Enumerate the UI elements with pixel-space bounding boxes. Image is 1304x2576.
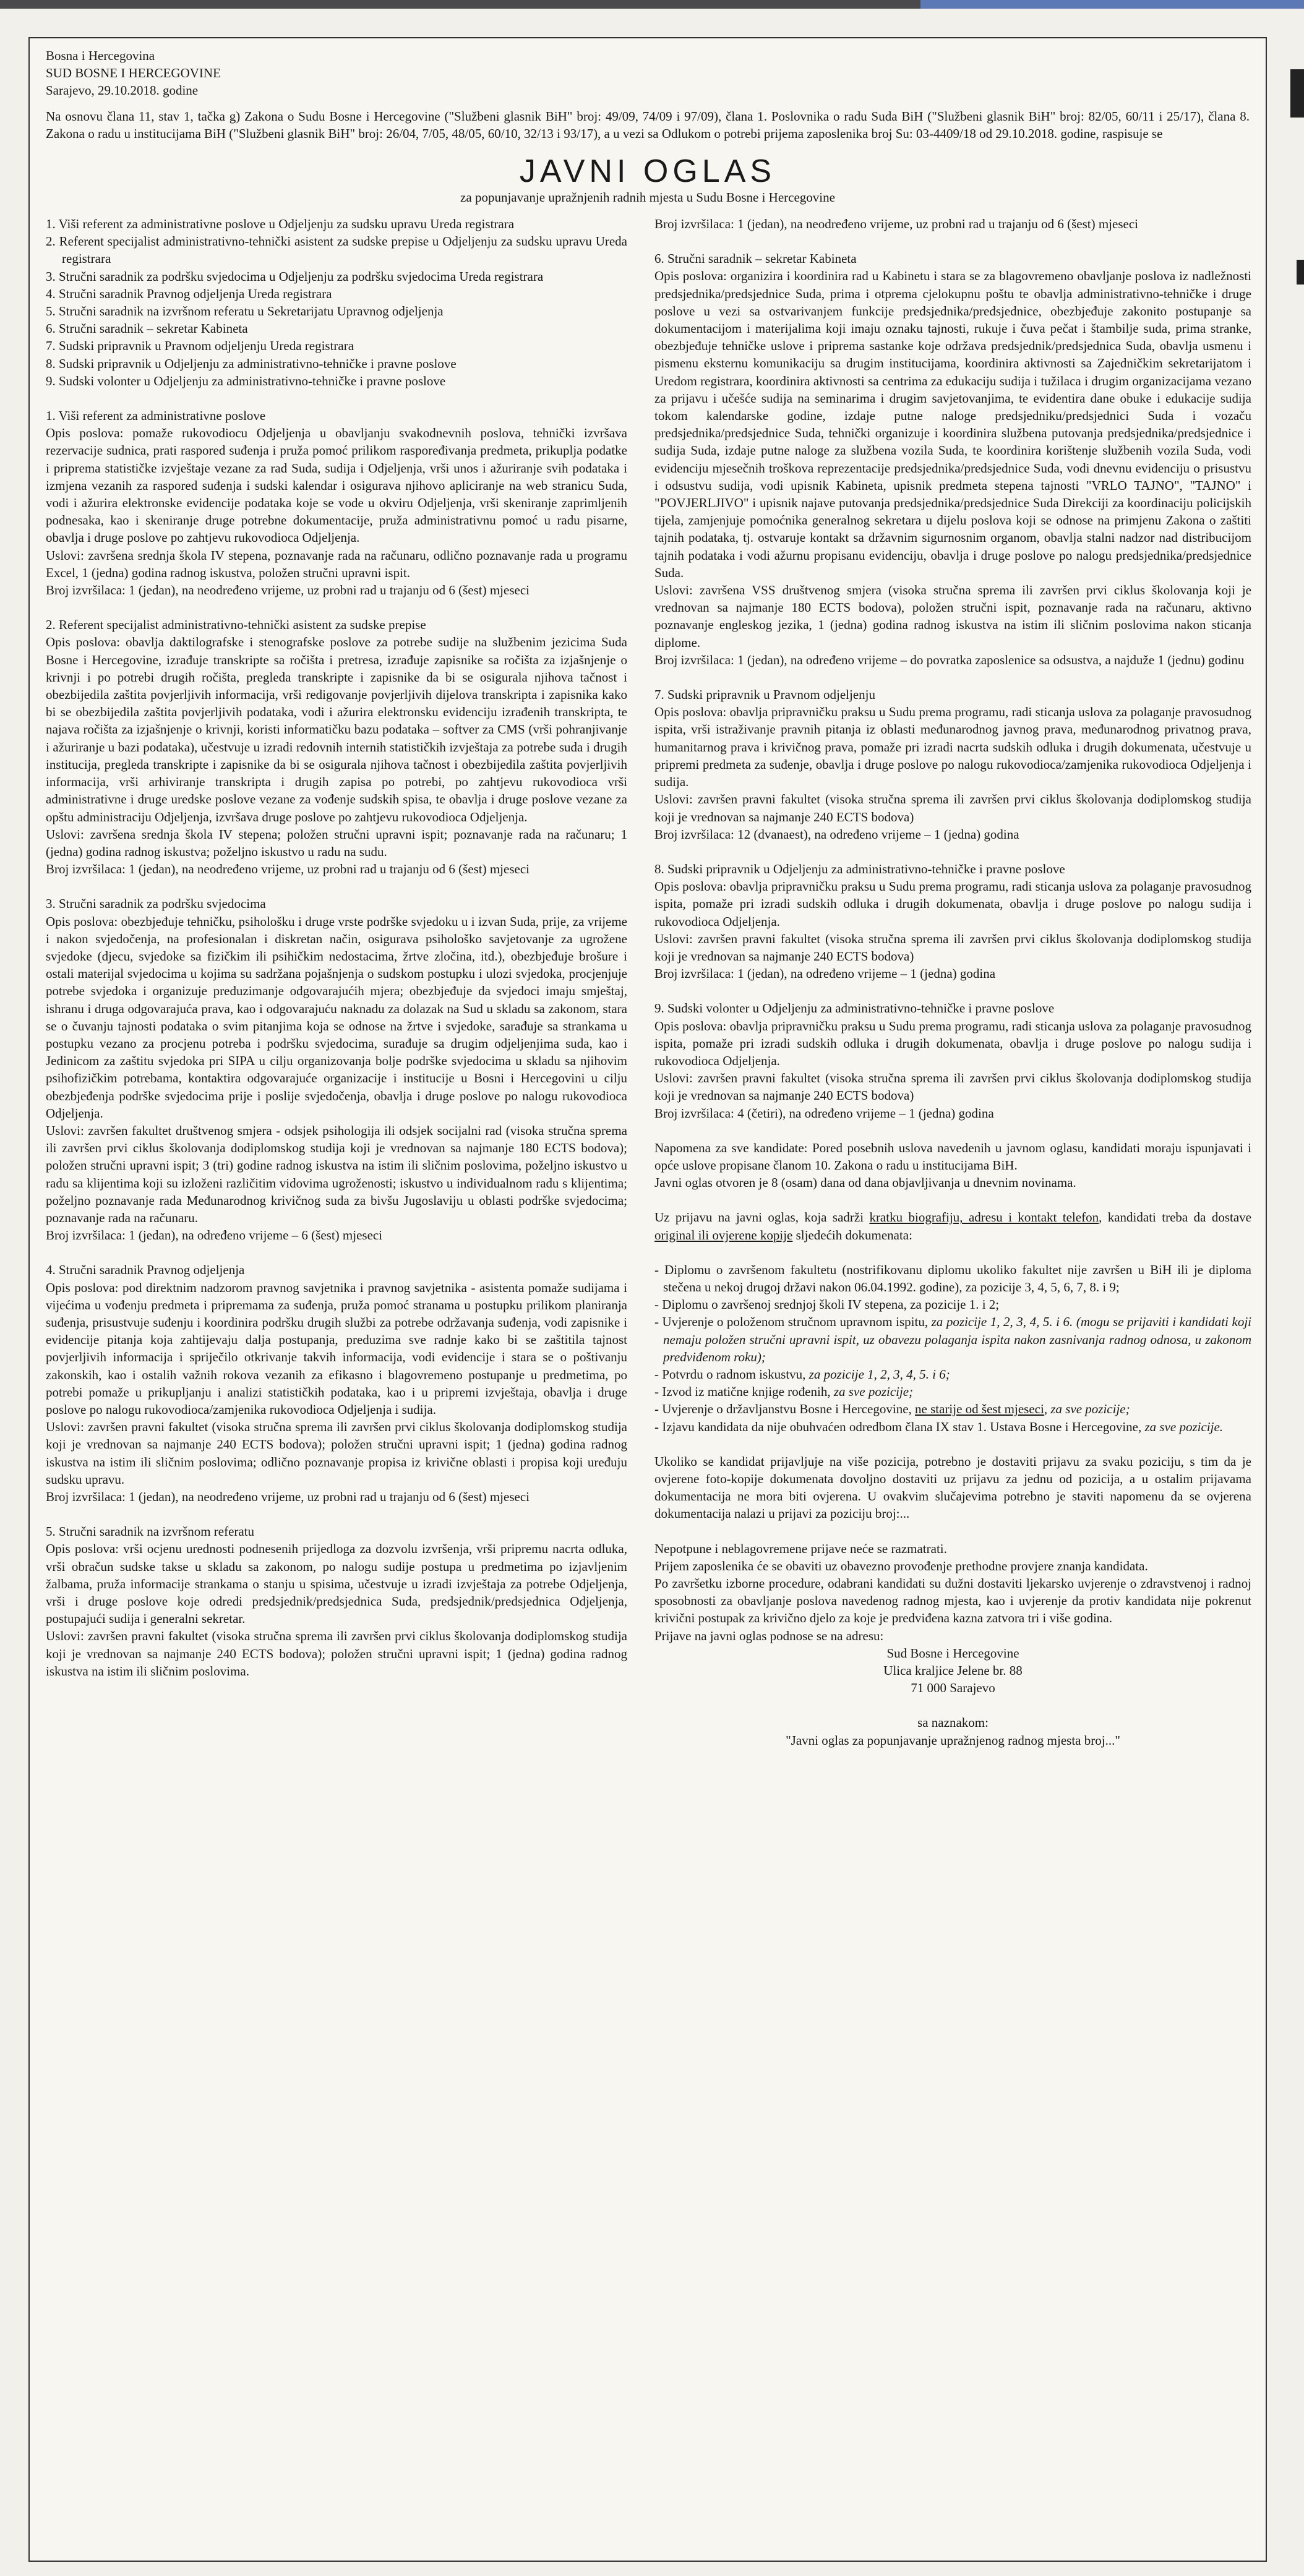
address-line: Ulica kraljice Jelene br. 88: [883, 1663, 1023, 1679]
section-title: 1. Viši referent za administrativne poslove: [46, 408, 266, 424]
document-item: [654, 1400, 1251, 1418]
announcement-content: [36, 47, 1259, 2554]
section-6: [654, 250, 1251, 669]
documents-intro-part: , kandidati treba da dostave: [1099, 1210, 1251, 1225]
top-color-strip: [0, 0, 1304, 9]
document-item: [654, 1313, 1251, 1366]
document-item-text: - Izjavu kandidata da nije obuhvaćen odredbom člana IX stav 1. Ustava Bosne i Hercegovine,: [654, 1419, 1145, 1434]
section-count: Broj izvršilaca: 4 (četiri), na određeno vrijeme – 1 (jedna) godina: [654, 1105, 994, 1121]
section-requirements: Uslovi: završen pravni fakultet (visoka stručna sprema ili završen prvi ciklus školovanja dodiplomskog studija koji je vrednovan sa najmanje 240 ECTS bodova): [654, 931, 1251, 964]
section-3: [46, 895, 627, 1244]
issuer-country: Bosna i Hercegovina: [46, 48, 155, 63]
position-item: 2. Referent specijalist administrativno-tehnički asistent za sudske prepise u Odjeljenju za sudsku upravu Ureda registrara: [46, 234, 627, 267]
section-requirements: Uslovi: završen pravni fakultet (visoka stručna sprema ili završen prvi ciklus školovanja dodiplomskog studija koji je vrednovan sa najmanje 240 ECTS bodova): [654, 1071, 1251, 1103]
section-title: 4. Stručni saradnik Pravnog odjeljenja: [46, 1262, 245, 1278]
top-blue-bar: [920, 0, 1304, 9]
open-period: Javni oglas otvoren je 8 (osam) dana od dana objavljivanja u dnevnim novinama.: [654, 1175, 1076, 1191]
section-description: Opis poslova: obavlja daktilografske i stenografske poslove za potrebe sudije na službenim jezicima Suda Bosne i Hercegovine, izrađuje transkripte sa ročišta i pretresa, izrađuje zapisnike sa ročišta za izjašnjenje o krivnji i po potrebi drugih ročišta, pregleda transkripte i zapisnike da bi se osigurala njihova tačnost i obezbijedila zaštita povjerljivih informacija, vrši redigovanje povjerljivih dijelova transkripta i zapisnika kako bi se obezbijedila zaštita povjerljivih podataka, vodi i ažurira elektronsku evidenciju izrađenih transkripta, te najava ročišta za izjašnjenje o krivnji, koristi informatičku bazu podataka – softver za CMS (vrši pohranjivanje i ažuriranje u bazi podataka), učestvuje u izradi redovnih internih statističkih izvještaja za potrebe suda i drugih institucija, pregleda transkripte i zapisnike da bi se osigurala njihova tačnost i obezbijedila zaštita povjerljivih informacija, vrši arhiviranje transkripta i drugih zapisa po potrebi, po zahtjevu rukovodioca vrši administrativne i druge uredske poslove vezane za vođenje sudskih spisa, te obavlja i druge poslove vezane za opštu administraciju Odjeljenja, izvršava druge poslove po zahtjevu rukovodioca Odjeljenja.: [46, 635, 627, 824]
section-count: Broj izvršilaca: 1 (jedan), na određeno vrijeme – 6 (šest) mjeseci: [46, 1228, 383, 1243]
section-7: [654, 686, 1251, 843]
section-5-continued-text: [654, 215, 1251, 233]
position-item: 7. Sudski pripravnik u Pravnom odjeljenju Ureda registrara: [46, 338, 354, 354]
page-title: JAVNI OGLAS: [519, 153, 776, 189]
section-title: 5. Stručni saradnik na izvršnom referatu: [46, 1524, 255, 1539]
position-item: 6. Stručni saradnik – sekretar Kabineta: [46, 321, 248, 336]
section-description: Opis poslova: organizira i koordinira rad u Kabinetu i stara se za blagovremeno obavljanje poslova iz nadležnosti predsjednika/predsjednice Suda, prima i otprema cjelokupnu poštu te obavlja administrativno-tehničke i druge poslove u vezi sa ostvarivanjem funkcije predsjednika/predsjednice, obezbjeđuje zakonito postupanje sa dokumentacijom i materijalima koji imaju oznaku tajnosti, rukuje i čuva pečat i štambilje suda, prima stranke, obezbjeđuje tehničke uslove i priprema sastanke koje održava predsjednik/predsjednica Suda, obavlja usmenu i pismenu eksternu komunikaciju sa drugim institucijama, koordinira aktivnosti sa Zajedničkim sekretarijatom i Uredom registrara, koordinira aktivnosti sa centrima za edukaciju sudija i tužilaca i drugim organizacijama vezano za prijavu i učešće sudija na seminarima i drugim savjetovanjima, te evidentira dane obuke i edukacije sudija tokom kalendarske godine, izdaje putne naloge predsjedniku/predsjednici Suda i vozaču predsjednika/predsjednice Suda, tehnički organizuje i koordinira službena putovanja predsjednika/predsjednice i sudija Suda, izdaje putne naloge za službena vozila Suda, te koordinira korištenje službenih vozila Suda, vodi evidenciju mjesečnih troškova reprezentacije predsjednika/predsjednice Suda, vodi dnevnu evidenciju o prisustvu i odsustvu sudija, vodi upisnik Kabineta, upisnik predmeta stepena tajnosti "VRLO TAJNO", "TAJNO" i "POVJERLJIVO" i upisnik najave putovanja predsjednika/predsjednice Suda Direkciji za koordinaciju policijskih tijela, zamjenjuje pomoćnika generalnog sekretara u dijelu poslova koji se odnose na primjenu Zakona o zaštiti tajnih podataka, tj. ostvaruje kontakt sa državnim sigurnosnim organom, obavlja stalni nadzor nad distribucijom tajnih podataka i vodi ažurnu propisanu evidenciju, obavlja i druge poslove po nalogu predsjednika/predsjednice Suda.: [654, 268, 1251, 580]
section-description: Opis poslova: pod direktnim nadzorom pravnog savjetnika i pravnog savjetnika - asistenta pomaže sudijama i vijećima u vođenju predmeta i pripremama za suđenja, pruža pomoć stranama u postupku prilikom planiranja suđenja, prisustvuje suđenju i koordinira podršku drugih službi za potrebe održavanja suđenja, vodi zapisnike i evidencije pitanja koja zahtijevaju dalja postupanja, preduzima sve radnje kako bi se zaštitila tajnost povjerljivih informacija i spriječilo otkrivanje takvih informacija, vodi evidencije i stara se o poštivanju zakonskih, kao i ostalih važnih rokova vezanih za efikasno i blagovremeno postupanje u predmetima, po potrebi pomaže u prikupljanju i analizi statističkih podataka, kao i u pripremi izvještaja, obavlja i druge poslove po nalogu rukovodioca/zamjenika rukovodioca Odjeljenja i sudija.: [46, 1280, 627, 1417]
section-title: 8. Sudski pripravnik u Odjeljenju za administrativno-tehničke i pravne poslove: [654, 861, 1065, 876]
document-item-positions: za sve pozicije.: [1144, 1419, 1224, 1434]
section-2: [46, 616, 627, 878]
section-description: Opis poslova: obavlja pripravničku praksu u Sudu prema programu, radi sticanja uslova za polaganje pravosudnog ispita, vrši istraživanje pravnih pitanja iz oblasti međunarodnog javnog prava, međunarodnog privatnog prava, humanitarnog prava i krivičnog prava, pomaže pri izradi nacrta sudskih odluka i drugih dokumenata, učestvuje u pripremi predmeta za suđenje, obavlja i druge poslove po nalogu rukovodioca/zamjenika rukovodioca Odjeljenja i sudija.: [654, 704, 1251, 790]
section-1: [46, 407, 627, 599]
section-count: Broj izvršilaca: 1 (jedan), na određeno vrijeme – do povratka zaposlenice sa odsustva, a najduže 1 (jednu) godinu: [654, 652, 1245, 667]
document-item-underlined: ne starije od šest mjeseci: [915, 1401, 1044, 1417]
address-line: Sud Bosne i Hercegovine: [886, 1645, 1019, 1661]
section-title: 3. Stručni saradnik za podršku svjedocima: [46, 896, 266, 912]
section-description: Opis poslova: vrši ocjenu urednosti podnesenih prijedloga za dozvolu izvršenja, vrši pripremu nacrta odluka, vrši obračun sudske takse u skladu sa zakonom, po nalogu sudije postupa u predmetima po izjavljenim žalbama, pruža informacije strankama o stanju u spisima, učestvuje u izradi izvještaja za potrebe Odjeljenja, vrši i druge poslove koje odredi predsjednik/predsjednica Suda, predsjednik/predsjednica Odjeljenja, postupajući sudija i generalni sekretar.: [46, 1541, 627, 1627]
issuer-date: Sarajevo, 29.10.2018. godine: [46, 83, 199, 98]
document-item-text: - Uvjerenje o položenom stručnom upravnom ispitu,: [654, 1314, 932, 1330]
document-item: [654, 1366, 1251, 1383]
section-title: 7. Sudski pripravnik u Pravnom odjeljenju: [654, 687, 875, 703]
section-description: Opis poslova: obezbjeđuje tehničku, psihološku i druge vrste podrške svjedoku u i izvan Suda, prije, za vrijeme i nakon svjedočenja, na profesionalan i diskretan način, osigurava psihološko savjetovanje za ugrožene svjedoke (djecu, svjedoke sa fizičkim ili psihičkim nedostacima, žrtve zločina, itd.), obezbjeđuje brošure i ostali materijal svjedocima u kojima su sadržana pojašnjenja o sudskom postupku i ulozi svjedoka, procjenjuje potrebe svjedoka i organizuje preduzimanje odgovarajućih mjera; obezbjeđuje da svjedoci imaju smještaj, ishranu i druga odgovarajuća prava, kao i odgovarajuću naknadu za dolazak na Sud u skladu sa zakonom, stara se o čuvanju tajnosti podataka o svim pitanjima koja se odnose na žrtve i svjedoke, sarađuje sa strankama u postupku vezano za procjenu potreba i podršku svjedocima, surađuje sa drugim odjeljenjima suda, kao i Jedinicom za zaštitu svjedoka pri SIPA u cilju organizovanja bolje podrške svjedocima u skladu sa njihovim psihofizičkim potrebama, kontaktira odgovarajuće organizacije i institucije u Bosni i Hercegovini u cilju obezbjeđenja podrške svjedocima prije i poslije svjedočenja, obavlja i druge poslove po nalogu rukovodioca Odjeljenja.: [46, 914, 627, 1121]
document-item: [654, 1418, 1251, 1436]
side-edge-mark: [1290, 69, 1304, 118]
page-subtitle: za popunjavanje upražnjenih radnih mjesta u Sudu Bosne i Hercegovine: [460, 190, 835, 205]
document-item-positions: za pozicije 1, 2, 3, 4, 5. i 6;: [809, 1366, 950, 1382]
documents-intro: [654, 1209, 1251, 1243]
incomplete-note: Nepotpune i neblagovremene prijave neće se razmatrati.: [654, 1541, 947, 1556]
section-requirements: Uslovi: završena srednja škola IV stepena; položen stručni upravni ispit; poznavanje rada na računaru; 1 (jedna) godina radnog iskustva; poželjno iskustvo u radu na sudu.: [46, 826, 627, 859]
selection-note: Prijem zaposlenika će se obaviti uz obavezno provođenje prethodne provjere znanja kandidata.: [654, 1558, 1148, 1573]
mailing-address: [654, 1645, 1251, 1697]
document-item-text: - Potvrdu o radnom iskustvu,: [654, 1366, 809, 1382]
position-item: 4. Stručni saradnik Pravnog odjeljenja Ureda registrara: [46, 286, 332, 301]
side-edge-mark-small: [1297, 260, 1304, 285]
position-item: 1. Viši referent za administrativne poslove u Odjeljenju za sudsku upravu Ureda registrara: [46, 216, 515, 231]
section-9: [654, 999, 1251, 1121]
label-text: "Javni oglas za popunjavanje upražnjenog radnog mjesta broj...": [786, 1732, 1120, 1748]
required-documents: [654, 1209, 1251, 1435]
section-4: [46, 1261, 627, 1505]
section-description: Opis poslova: obavlja pripravničku praksu u Sudu prema programu, radi sticanja uslova za polaganje pravosudnog ispita, pomaže pri izradi sudskih odluka i drugih dokumenata, obavlja i druge poslove po nalogu sudija i rukovodioca Odjeljenja.: [654, 1018, 1251, 1068]
left-column: [46, 215, 627, 1680]
section-requirements: Uslovi: završena srednja škola IV stepena, poznavanje rada na računaru, odlično poznavanje rada u programu Excel, 1 (jedna) godina radnog iskustva, položen stručni upravni ispit.: [46, 547, 627, 580]
section-5-count: Broj izvršilaca: 1 (jedan), na neodređeno vrijeme, uz probni rad u trajanju od 6 (šest) mjeseci: [654, 216, 1138, 231]
issuer-header: [46, 47, 1259, 99]
section-count: Broj izvršilaca: 1 (jedan), na neodređeno vrijeme, uz probni rad u trajanju od 6 (šest) mjeseci: [46, 1489, 530, 1505]
section-5: [46, 1523, 627, 1680]
general-note: Napomena za sve kandidate: Pored posebnih uslova navedenih u javnom oglasu, kandidati moraju ispunjavati i opće uslove propisane članom 10. Zakona o radu u institucijama BiH.: [654, 1140, 1251, 1173]
completion-note: Po završetku izborne procedure, odabrani kandidati su dužni dostaviti ljekarsko uvjerenje o zdravstvenoj i radnoj sposobnosti za obavljanje poslova navedenog radnog mjesta, kao i uvjerenje da protiv kandidata nije pokrenut krivični postupak za krivično djelo za koje je predviđena kazna zatvora tri i više godina.: [654, 1576, 1251, 1626]
position-item: 9. Sudski volonter u Odjeljenju za administrativno-tehničke i pravne poslove: [46, 373, 446, 388]
document-item: - Diplomu o završenoj srednjoj školi IV stepena, za pozicije 1. i 2;: [654, 1297, 1000, 1312]
section-requirements: Uslovi: završen pravni fakultet (visoka stručna sprema ili završen prvi ciklus školovanja dodiplomskog studija koji je vrednovan sa najmanje 240 ECTS bodova): [654, 792, 1251, 824]
section-8: [654, 860, 1251, 982]
section-description: Opis poslova: pomaže rukovodiocu Odjeljenja u obavljanju svakodnevnih poslova, tehnički izvršava rezervacije sudnica, prati raspored suđenja i pruža pomoć prilikom raspoređivanja predmeta, prikuplja podatke i priprema statističke izvještaje vezane za rad Suda, sudija i Odjeljenja, vrši unos i ažuriranje svih podataka i izmjena vezanih za raspored suđenja i sudski kalendar i osigurava njihovo apliciranje na web stranicu Suda, vodi i ažurira elektronske evidencije podataka koje se vode u okviru Odjeljenja, vrši skeniranje zaprimljenih podnesaka, kao i skeniranje druge potrebne dokumentacije, pruža administrativnu pomoć u radu pisarne, obavlja i druge poslove po zahtjevu rukovodioca Odjeljenja.: [46, 426, 627, 546]
multiple-positions-note: [654, 1453, 1251, 1523]
issuer-court: SUD BOSNE I HERCEGOVINE: [46, 66, 221, 80]
address-line: 71 000 Sarajevo: [911, 1680, 995, 1696]
positions-list: [46, 215, 627, 390]
section-count: Broj izvršilaca: 1 (jedan), na neodređeno vrijeme, uz probni rad u trajanju od 6 (šest) mjeseci: [46, 862, 530, 877]
documents-intro-underlined: original ili ovjerene kopije: [654, 1227, 793, 1243]
position-item: 5. Stručni saradnik na izvršnom referatu u Sekretarijatu Upravnog odjeljenja: [46, 304, 444, 319]
section-title: 2. Referent specijalist administrativno-tehnički asistent za sudske prepise: [46, 617, 426, 633]
general-notes: [654, 1139, 1251, 1192]
document-item-text: - Izvod iz matične knjige rođenih,: [654, 1384, 834, 1400]
document-item-positions: za sve pozicije;: [833, 1384, 914, 1400]
position-item: 8. Sudski pripravnik u Odjeljenju za administrativno-tehničke i pravne poslove: [46, 356, 457, 371]
document-item: [654, 1383, 1251, 1400]
final-notes: [654, 1540, 1251, 1749]
address-intro: Prijave na javni oglas podnose se na adresu:: [654, 1628, 884, 1643]
right-column: [654, 215, 1251, 1749]
documents-intro-part: sljedećih dokumenata:: [792, 1227, 912, 1243]
section-requirements: Uslovi: završena VSS društvenog smjera (visoka stručna sprema ili završen prvi ciklus školovanja koji je vrednovan sa najmanje 180 ECTS bodova), položen stručni ispit, poznavanje rada na računaru, aktivno poznavanje engleskog jezika, 1 (jedna) godina radnog iskustva na istim ili sličnim poslovima nakon sticanja diplome.: [654, 583, 1251, 650]
document-item-positions: za pozicije 1, 2, 3, 4, 5. i 6. (mogu se prijaviti i kandidati koji nemaju položen stručni upravni ispit, uz obavezu polaganja ispita nakon zasnivanja radnog odnosa, u zakonom predviđenom roku);: [663, 1314, 1251, 1364]
section-title: 9. Sudski volonter u Odjeljenju za administrativno-tehničke i pravne poslove: [654, 1001, 1055, 1016]
section-title: 6. Stručni saradnik – sekretar Kabineta: [654, 251, 857, 267]
section-requirements: Uslovi: završen pravni fakultet (visoka stručna sprema ili završen prvi ciklus školovanja dodiplomskog studija koji je vrednovan sa najmanje 240 ECTS bodova); položen stručni upravni ispit; 1 (jedna) godina radnog iskustva na istim ili sličnim poslovima.: [46, 1628, 627, 1679]
section-count: Broj izvršilaca: 1 (jedan), na određeno vrijeme – 1 (jedna) godina: [654, 966, 996, 982]
position-item: 3. Stručni saradnik za podršku svjedocima u Odjeljenju za podršku svjedocima Ureda registrara: [46, 268, 544, 284]
section-count: Broj izvršilaca: 12 (dvanaest), na određeno vrijeme – 1 (jedna) godina: [654, 826, 1019, 842]
documents-list: [654, 1261, 1251, 1436]
legal-basis-intro: Na osnovu člana 11, stav 1, tačka g) Zakona o Sudu Bosne i Hercegovine ("Službeni glasnik BiH" broj: 49/09, 74/09 i 97/09), člana 1. Poslovnika o radu Suda BiH ("Službeni glasnik BiH" broj: 82/05, 60/11 i 25/17), člana 8. Zakona o radu u institucijama BiH ("Službeni glasnik BiH" broj: 26/04, 7/05, 48/05, 60/10, 32/13 i 93/17), a u vezi sa Odlukom o potrebi prijema zaposlenika broj Su: 03-4409/18 od 29.10.2018. godine, raspisuje se: [46, 109, 1250, 141]
section-count: Broj izvršilaca: 1 (jedan), na neodređeno vrijeme, uz probni rad u trajanju od 6 (šest) mjeseci: [46, 583, 530, 598]
document-item-text: - Uvjerenje o državljanstvu Bosne i Hercegovine,: [654, 1401, 916, 1417]
documents-intro-part: Uz prijavu na javni oglas, koja sadrži: [654, 1210, 870, 1225]
section-requirements: Uslovi: završen pravni fakultet (visoka stručna sprema ili završen prvi ciklus školovanja dodiplomskog studija koji je vrednovan sa najmanje 240 ECTS bodova); položen stručni upravni ispit; 1 (jedna) godina radnog iskustva na istim ili sličnim poslovima; odlično poznavanje propisa iz krivične oblasti i propisa koji uređuju sudsku upravu.: [46, 1419, 627, 1487]
document-item: - Diplomu o završenom fakultetu (nostrifikovanu diplomu ukoliko fakultet nije završen u BiH ili je diploma stečena u nekoj drugoj državi nakon 06.04.1992. godine), za pozicije 3, 4, 5, 6, 7, 8. i 9;: [654, 1262, 1251, 1294]
documents-intro-underlined: kratku biografiju, adresu i kontakt telefon: [869, 1210, 1099, 1225]
label-note: sa naznakom:: [917, 1715, 989, 1731]
section-description: Opis poslova: obavlja pripravničku praksu u Sudu prema programu, radi sticanja uslova za polaganje pravosudnog ispita, pomaže pri izradi sudskih odluka i drugih dokumenata, obavlja i druge poslove po nalogu sudija i rukovodioca Odjeljenja.: [654, 879, 1251, 929]
multiple-positions-text: Ukoliko se kandidat prijavljuje na više pozicija, potrebno je dostaviti prijavu za svaku poziciju, s tim da je ovjerene foto-kopije dokumenata dovoljno dostaviti uz prijavu za jednu od pozicija, a u ostalim prijavama dokumentacija ne mora biti ovjerena. U ovakvim slučajevima potrebno je staviti napomenu da se ovjerena dokumentacija nalazi u prijavi za poziciju broj:...: [654, 1453, 1251, 1521]
section-requirements: Uslovi: završen fakultet društvenog smjera - odsjek psihologija ili odsjek socijalni rad (visoka stručna sprema ili završen prvi ciklus školovanja dodiplomskog studija koji je vrednovan sa najmanje 180 ECTS bodova); položen stručni upravni ispit; 3 (tri) godine radnog iskustva na istim ili sličnim poslovima, poželjno iskustvo u radu sa klijentima koji su izloženi različitim vidovima ugroženosti; iskustvo u individualnom radu s klijentima; poželjno poznavanje rada Međunarodnog krivičnog suda za bivšu Jugoslaviju u oblasti podrške svjedocima; poznavanje rada na računaru.: [46, 1123, 627, 1225]
document-item-positions: , za sve pozicije;: [1044, 1401, 1130, 1417]
announcement-frame: [28, 37, 1267, 2562]
